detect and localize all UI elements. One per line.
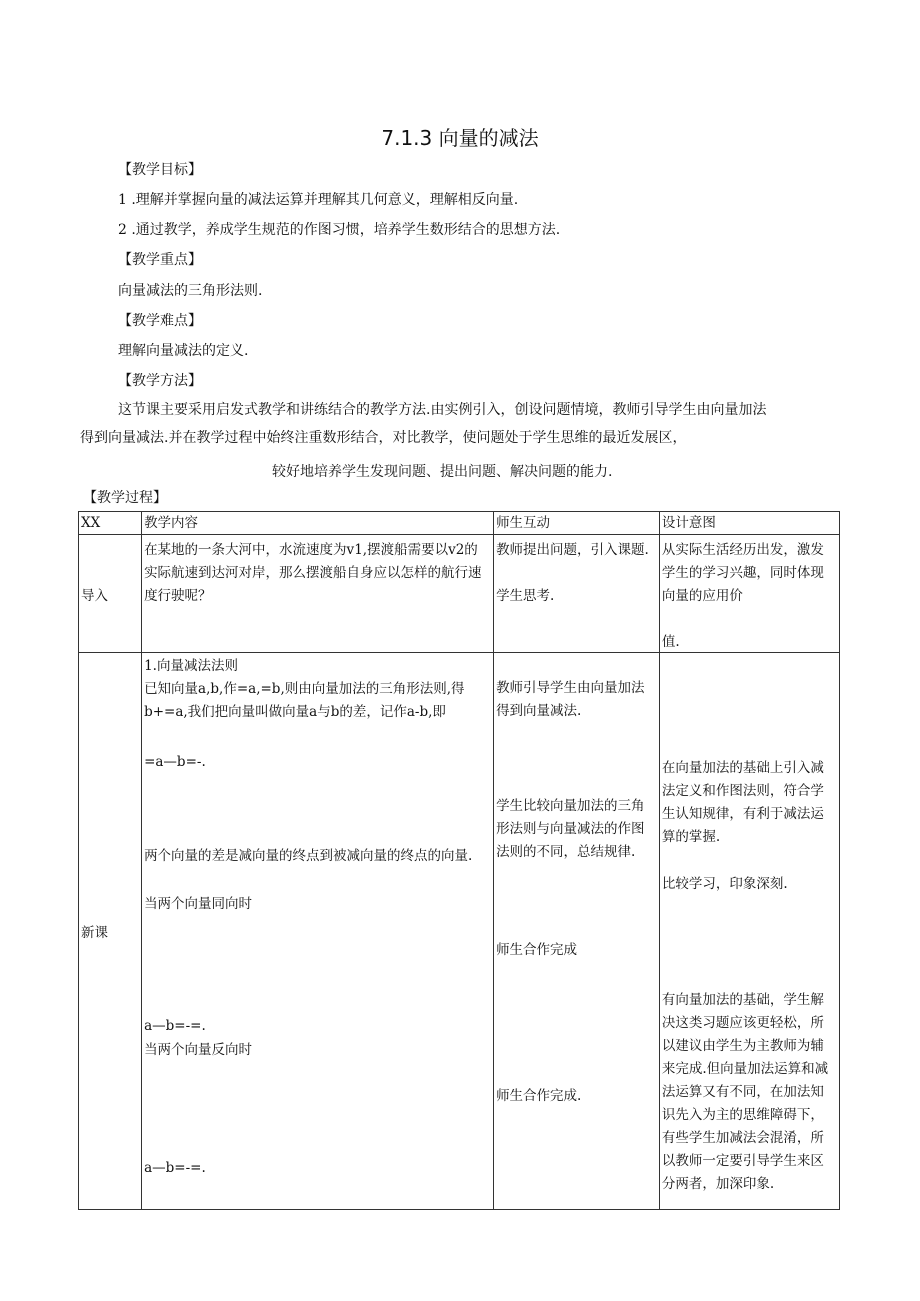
intro-intent-2: 值. [661,634,680,650]
method-line-3: 较好地培养学生发现问题、提出问题、解决问题的能力. [272,464,613,480]
new-content-title: 1.向量减法法则 [144,658,238,674]
difficulty-text: 理解向量减法的定义. [118,343,249,359]
method-heading: 【教学方法】 [118,373,202,389]
page-title: 7.1.3 向量的减法 [381,126,539,150]
stage-intro: 导入 [79,535,142,653]
new-interaction-2: 学生比较向量加法的三角形法则与向量减法的作图法则的不同，总结规律. [496,798,645,860]
header-interaction: 师生互动 [494,512,660,535]
key-text: 向量减法的三角形法则. [118,283,263,299]
new-interaction-3: 师生合作完成 [496,942,578,958]
key-heading: 【教学重点】 [118,252,202,268]
table-header-row [79,512,840,535]
table-row-new [79,653,840,1210]
new-content-eq: =a—b=-. [144,754,206,770]
new-content-def: 已知向量a,b,作=a,=b,则由向量加法的三角形法则,得b+=a,我们把向量叫做向量a与b的差，记作a-b,即 [144,681,465,720]
difficulty-heading: 【教学难点】 [118,313,202,329]
process-table [78,511,840,1210]
table-row-intro [79,535,840,653]
new-intent-2: 比较学习，印象深刻. [661,876,788,892]
new-content-eq2: a—b=-=. [144,1018,206,1034]
new-content-same: 当两个向量同向时 [144,896,253,912]
header-content: 教学内容 [142,512,494,535]
new-intent-1: 在向量加法的基础上引入减法定义和作图法则，符合学生认知规律，有利于减法运算的掌握. [661,760,824,845]
new-intent-3: 有向量加法的基础，学生解决这类习题应该更轻松，所以建议由学生为主教师为辅来完成.但向量加法运算和减法运算又有不同，在加法知识先入为主的思维障碍下，有些学生加减法会混淆，所以教师一定要引导学生来区分两者，加深印象. [661,992,829,1192]
method-line-2: 得到向量减法.并在教学过程中始终注重数形结合，对比教学，使问题处于学生思维的最近发展区， [80,430,687,446]
intro-interaction-2: 学生思考. [496,588,555,604]
header-intent: 设计意图 [659,512,839,535]
new-content-diff: 两个向量的差是减向量的终点到被减向量的终点的向量. [144,848,473,864]
process-heading: 【教学过程】 [83,490,167,506]
intro-content: 在某地的一条大河中，水流速度为v1,摆渡船需要以v2的实际航速到达河对岸，那么摆渡船自身应以怎样的航行速度行驶呢？ [144,542,482,604]
goals-heading: 【教学目标】 [118,162,202,178]
new-interaction-4: 师生合作完成. [496,1088,582,1104]
header-stage: XX [79,512,142,535]
intro-intent: 从实际生活经历出发，激发学生的学习兴趣，同时体现向量的应用价 [661,542,824,604]
goal-1: 1 .理解并掌握向量的减法运算并理解其几何意义，理解相反向量. [118,192,519,208]
new-interaction-1: 教师引导学生由向量加法得到向量减法. [496,680,645,719]
new-content-opp: 当两个向量反向时 [144,1042,253,1058]
intro-interaction-1: 教师提出问题，引入课题. [496,542,649,558]
stage-new: 新课 [79,653,142,1210]
new-content-eq3: a—b=-=. [144,1160,206,1176]
method-line-1: 这节课主要采用启发式教学和讲练结合的教学方法.由实例引入，创设问题情境，教师引导学生由向量加法 [118,402,767,418]
goal-2: 2 .通过教学，养成学生规范的作图习惯，培养学生数形结合的思想方法. [118,222,561,238]
